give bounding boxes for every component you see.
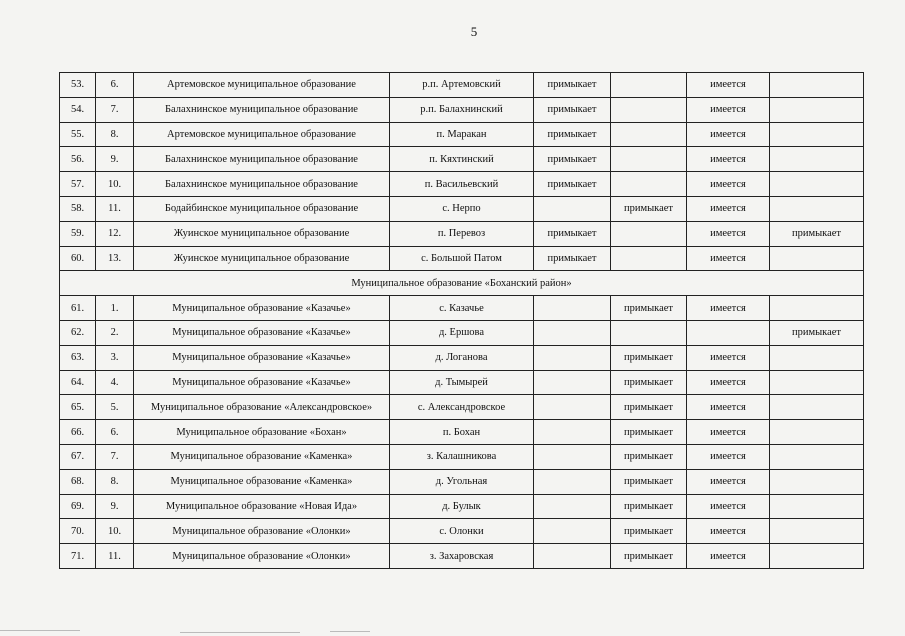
sub-number-cell: 13. (96, 246, 134, 271)
status-cell-4 (770, 494, 864, 519)
settlement-cell: з. Калашникова (390, 444, 534, 469)
row-number-cell: 59. (60, 221, 96, 246)
status-cell-4 (770, 147, 864, 172)
status-cell-1 (534, 320, 611, 345)
status-cell-3: имеется (687, 370, 770, 395)
municipality-cell: Муниципальное образование «Казачье» (134, 320, 390, 345)
settlement-cell: п. Перевоз (390, 221, 534, 246)
status-cell-3: имеется (687, 97, 770, 122)
status-cell-2 (611, 73, 687, 98)
sub-number-cell: 4. (96, 370, 134, 395)
status-cell-2 (611, 246, 687, 271)
status-cell-2: примыкает (611, 544, 687, 569)
municipality-cell: Муниципальное образование «Казачье» (134, 345, 390, 370)
table-row (60, 97, 864, 122)
municipality-cell: Муниципальное образование «Казачье» (134, 370, 390, 395)
status-cell-2: примыкает (611, 345, 687, 370)
status-cell-4 (770, 296, 864, 321)
status-cell-4 (770, 345, 864, 370)
municipality-cell: Муниципальное образование «Олонки» (134, 544, 390, 569)
row-number-cell: 61. (60, 296, 96, 321)
row-number-cell: 62. (60, 320, 96, 345)
status-cell-1: примыкает (534, 73, 611, 98)
status-cell-2 (611, 147, 687, 172)
status-cell-3: имеется (687, 420, 770, 445)
status-cell-3: имеется (687, 221, 770, 246)
status-cell-3: имеется (687, 246, 770, 271)
municipality-cell: Бодайбинское муниципальное образование (134, 196, 390, 221)
status-cell-1 (534, 370, 611, 395)
table-row (60, 172, 864, 197)
municipality-cell: Муниципальное образование «Каменка» (134, 444, 390, 469)
status-cell-3: имеется (687, 469, 770, 494)
table-row (60, 320, 864, 345)
sub-number-cell: 8. (96, 469, 134, 494)
status-cell-3: имеется (687, 122, 770, 147)
settlement-cell: д. Ершова (390, 320, 534, 345)
sub-number-cell: 10. (96, 172, 134, 197)
municipality-cell: Жуинское муниципальное образование (134, 221, 390, 246)
settlement-cell: д. Булык (390, 494, 534, 519)
table-row (60, 519, 864, 544)
status-cell-4 (770, 122, 864, 147)
row-number-cell: 56. (60, 147, 96, 172)
sub-number-cell: 9. (96, 494, 134, 519)
status-cell-2: примыкает (611, 395, 687, 420)
settlement-cell: з. Захаровская (390, 544, 534, 569)
section-header-row (60, 271, 864, 296)
settlement-cell: с. Олонки (390, 519, 534, 544)
status-cell-4 (770, 246, 864, 271)
sub-number-cell: 2. (96, 320, 134, 345)
section-header-body (60, 271, 864, 296)
row-number-cell: 63. (60, 345, 96, 370)
settlement-cell: с. Нерпо (390, 196, 534, 221)
status-cell-1 (534, 469, 611, 494)
table-body-top (60, 73, 864, 271)
row-number-cell: 70. (60, 519, 96, 544)
table-row (60, 147, 864, 172)
status-cell-1 (534, 544, 611, 569)
status-cell-3: имеется (687, 147, 770, 172)
settlements-table (59, 72, 864, 569)
settlement-cell: с. Александровское (390, 395, 534, 420)
municipality-cell: Муниципальное образование «Александровское» (134, 395, 390, 420)
status-cell-1 (534, 444, 611, 469)
status-cell-1 (534, 296, 611, 321)
table-row (60, 544, 864, 569)
status-cell-1 (534, 395, 611, 420)
row-number-cell: 65. (60, 395, 96, 420)
scan-artifact (330, 631, 370, 632)
table-row (60, 246, 864, 271)
status-cell-2: примыкает (611, 420, 687, 445)
page-number: 5 (470, 24, 478, 39)
municipality-cell: Муниципальное образование «Казачье» (134, 296, 390, 321)
status-cell-2: примыкает (611, 444, 687, 469)
status-cell-3: имеется (687, 494, 770, 519)
row-number-cell: 60. (60, 246, 96, 271)
status-cell-2 (611, 97, 687, 122)
municipality-cell: Артемовское муниципальное образование (134, 73, 390, 98)
municipality-cell: Жуинское муниципальное образование (134, 246, 390, 271)
sub-number-cell: 3. (96, 345, 134, 370)
scan-artifact (180, 632, 300, 633)
status-cell-2: примыкает (611, 469, 687, 494)
row-number-cell: 66. (60, 420, 96, 445)
sub-number-cell: 12. (96, 221, 134, 246)
status-cell-3 (687, 320, 770, 345)
status-cell-4: примыкает (770, 320, 864, 345)
status-cell-1: примыкает (534, 122, 611, 147)
status-cell-3: имеется (687, 296, 770, 321)
sub-number-cell: 9. (96, 147, 134, 172)
status-cell-1: примыкает (534, 172, 611, 197)
settlement-cell: п. Бохан (390, 420, 534, 445)
settlement-cell: с. Большой Патом (390, 246, 534, 271)
sub-number-cell: 7. (96, 444, 134, 469)
status-cell-2: примыкает (611, 296, 687, 321)
settlement-cell: п. Маракан (390, 122, 534, 147)
row-number-cell: 68. (60, 469, 96, 494)
status-cell-4 (770, 469, 864, 494)
status-cell-1: примыкает (534, 97, 611, 122)
settlement-cell: р.п. Артемовский (390, 73, 534, 98)
status-cell-2: примыкает (611, 519, 687, 544)
table-row (60, 122, 864, 147)
settlement-cell: д. Логанова (390, 345, 534, 370)
row-number-cell: 57. (60, 172, 96, 197)
status-cell-2 (611, 122, 687, 147)
status-cell-1 (534, 420, 611, 445)
sub-number-cell: 11. (96, 544, 134, 569)
sub-number-cell: 10. (96, 519, 134, 544)
status-cell-3: имеется (687, 172, 770, 197)
status-cell-1: примыкает (534, 221, 611, 246)
municipality-cell: Муниципальное образование «Новая Ида» (134, 494, 390, 519)
table-row (60, 420, 864, 445)
status-cell-1: примыкает (534, 246, 611, 271)
table-row (60, 345, 864, 370)
settlement-cell: п. Кяхтинский (390, 147, 534, 172)
table-row (60, 444, 864, 469)
status-cell-4 (770, 370, 864, 395)
municipality-cell: Муниципальное образование «Каменка» (134, 469, 390, 494)
row-number-cell: 58. (60, 196, 96, 221)
row-number-cell: 67. (60, 444, 96, 469)
municipality-cell: Муниципальное образование «Бохан» (134, 420, 390, 445)
status-cell-1 (534, 494, 611, 519)
table-row (60, 73, 864, 98)
sub-number-cell: 11. (96, 196, 134, 221)
status-cell-4 (770, 544, 864, 569)
municipality-cell: Балахнинское муниципальное образование (134, 97, 390, 122)
status-cell-4: примыкает (770, 221, 864, 246)
status-cell-4 (770, 395, 864, 420)
municipality-cell: Артемовское муниципальное образование (134, 122, 390, 147)
municipality-cell: Балахнинское муниципальное образование (134, 172, 390, 197)
status-cell-3: имеется (687, 196, 770, 221)
sub-number-cell: 7. (96, 97, 134, 122)
sub-number-cell: 6. (96, 420, 134, 445)
status-cell-3: имеется (687, 395, 770, 420)
row-number-cell: 69. (60, 494, 96, 519)
status-cell-3: имеется (687, 519, 770, 544)
status-cell-4 (770, 172, 864, 197)
table-row (60, 395, 864, 420)
status-cell-2: примыкает (611, 370, 687, 395)
status-cell-2: примыкает (611, 494, 687, 519)
status-cell-3: имеется (687, 544, 770, 569)
row-number-cell: 54. (60, 97, 96, 122)
settlement-cell: п. Васильевский (390, 172, 534, 197)
sub-number-cell: 1. (96, 296, 134, 321)
table-body-bottom (60, 296, 864, 569)
status-cell-3: имеется (687, 345, 770, 370)
row-number-cell: 71. (60, 544, 96, 569)
row-number-cell: 53. (60, 73, 96, 98)
table-row (60, 469, 864, 494)
status-cell-4 (770, 420, 864, 445)
status-cell-1 (534, 519, 611, 544)
status-cell-2 (611, 221, 687, 246)
status-cell-4 (770, 196, 864, 221)
status-cell-3: имеется (687, 73, 770, 98)
row-number-cell: 64. (60, 370, 96, 395)
status-cell-1 (534, 345, 611, 370)
section-header: Муниципальное образование «Боханский район» (60, 271, 864, 296)
scan-artifact (0, 630, 80, 631)
settlement-cell: д. Угольная (390, 469, 534, 494)
row-number-cell: 55. (60, 122, 96, 147)
table-row (60, 296, 864, 321)
settlement-cell: р.п. Балахнинский (390, 97, 534, 122)
status-cell-2 (611, 320, 687, 345)
sub-number-cell: 6. (96, 73, 134, 98)
status-cell-2 (611, 172, 687, 197)
status-cell-1 (534, 196, 611, 221)
table-row (60, 370, 864, 395)
status-cell-2: примыкает (611, 196, 687, 221)
status-cell-4 (770, 97, 864, 122)
status-cell-4 (770, 444, 864, 469)
status-cell-4 (770, 73, 864, 98)
sub-number-cell: 5. (96, 395, 134, 420)
municipality-cell: Муниципальное образование «Олонки» (134, 519, 390, 544)
status-cell-3: имеется (687, 444, 770, 469)
status-cell-1: примыкает (534, 147, 611, 172)
sub-number-cell: 8. (96, 122, 134, 147)
settlement-cell: д. Тымырей (390, 370, 534, 395)
status-cell-4 (770, 519, 864, 544)
table-row (60, 494, 864, 519)
table-row (60, 196, 864, 221)
settlement-cell: с. Казачье (390, 296, 534, 321)
municipality-cell: Балахнинское муниципальное образование (134, 147, 390, 172)
table-row (60, 221, 864, 246)
